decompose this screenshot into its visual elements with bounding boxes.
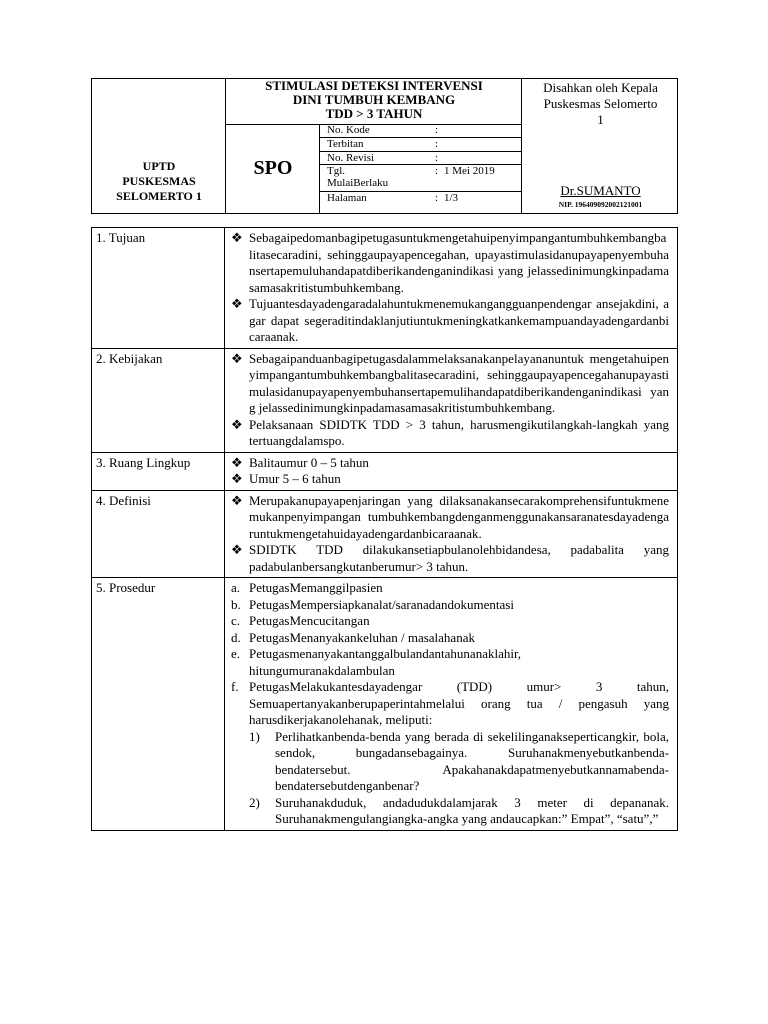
list-marker: a. — [231, 580, 241, 595]
section-content — [224, 491, 677, 578]
section-kebijakan — [92, 348, 677, 452]
bullet-icon: ❖ — [231, 296, 243, 311]
item-text: PetugasMempersiapkanalat/saranadandokumentasi — [249, 596, 514, 612]
list-item — [229, 471, 669, 488]
item-text: SDIDTK TDD dilakukansetiapbulanolehbidandesa, padabalita yang padabulanbersangkutanberumur> 3 tahun. — [249, 542, 669, 574]
meta-row-page: Halaman : 1/3 — [320, 191, 522, 205]
meta-row-code: No. Kode : — [327, 124, 439, 136]
section-label: 2. Kebijakan — [96, 350, 163, 366]
bullet-icon: ❖ — [231, 230, 243, 245]
list-marker: b. — [231, 596, 241, 612]
list-marker: d. — [231, 629, 241, 645]
approval-text: Disahkan oleh Kepala Puskesmas Selomerto 1 — [543, 80, 658, 127]
section-prosedur — [92, 577, 677, 830]
procedure-table — [91, 227, 678, 831]
list-item — [229, 580, 669, 597]
list-marker: c. — [231, 613, 241, 628]
list-item — [229, 542, 669, 575]
bullet-icon: ❖ — [231, 542, 243, 557]
list-marker: e. — [231, 646, 241, 661]
item-text: Umur 5 – 6 tahun — [249, 471, 341, 486]
document-title: STIMULASI DETEKSI INTERVENSI DINI TUMBUH KEMBANG TDD > 3 TAHUN — [265, 78, 483, 121]
bullet-icon: ❖ — [231, 471, 243, 486]
meta-row-revision: No. Revisi : — [320, 151, 522, 165]
list-marker: 2) — [249, 794, 260, 810]
section-content — [224, 349, 677, 452]
meta-row-effective-date: Tgl. MulaiBerlaku : 1 Mei 2019 — [320, 164, 522, 191]
section-content — [224, 228, 677, 348]
list-item — [229, 493, 669, 543]
document-meta-table — [320, 124, 522, 205]
list-item — [229, 646, 669, 679]
item-text: Pelaksanaan SDIDTK TDD > 3 tahun, harusmengikutilangkah-langkah yang tertuangdalamspo. — [249, 416, 669, 448]
section-tujuan — [92, 228, 677, 348]
item-text: Sebagaipanduanbagipetugasdalammelaksanakanpelayananuntuk mengetahuipenyimpangantumbuhkembangbalitasecaradini, sehinggaupayapencegahanupayastimulasidanupayapenyembuhansertapemulihandapatdiberikandenganindikasi yang jelassedinimungkinpadamasamasakritistumbuhkembang. — [249, 350, 669, 415]
item-text: PetugasMenanyakankeluhan / masalahanak — [249, 629, 475, 645]
section-label: 1. Tujuan — [96, 230, 146, 245]
document-header — [91, 78, 678, 214]
item-text: Petugasmenanyakantanggalbulandantahunanaklahir, hitungumuranakdalambulan — [249, 646, 522, 678]
list-item — [229, 679, 669, 828]
list-item — [229, 230, 669, 296]
organization-name: UPTD PUSKESMAS SELOMERTO 1 — [116, 159, 202, 203]
document-type: SPO — [253, 157, 293, 179]
signer-nip: NIP. 196409092002121001 — [558, 200, 643, 209]
list-marker: f. — [231, 679, 239, 694]
list-marker: 1) — [249, 728, 260, 744]
meta-row-terbitan: Terbitan : — [320, 137, 522, 151]
bullet-icon: ❖ — [231, 454, 243, 470]
list-item — [229, 630, 669, 647]
item-text: PetugasMelakukantesdayadengar (TDD) umur> 3 tahun, Semuapertanyakanberupaperintahmelalui orang tua / pengasuh yang harusdikerjakanolehanak, meliputi: — [249, 679, 669, 727]
item-text: Suruhanakduduk, andadudukdalamjarak 3 meter di depananak. Suruhanakmengulangiangka-angka yang andaucapkan:” Empat”, “satu”,” — [275, 794, 669, 826]
list-item — [229, 597, 669, 614]
item-text: Sebagaipedomanbagipetugasuntukmengetahuipenyimpangantumbuhkembangbalitasecaradini, sehinggaupayapencegahan, upayastimulasidanupayapenyembuhansertapemuluhandapatdiberikandenganindikasi yang jelassedinimungkinpadamasamasakritistumbuhkembang. — [249, 230, 669, 295]
section-label: 4. Definisi — [96, 492, 151, 508]
list-item — [229, 351, 669, 417]
item-text: Merupakanupayapenjaringan yang dilaksanakansecarakomprehensifuntukmenemukanpenyimpangan tumbuhkembangdenganmenggunakansaranatesdayadengaruntukmengetahuidayadengardanbicaraanak. — [249, 492, 669, 541]
section-label: 3. Ruang Lingkup — [96, 454, 191, 470]
bullet-icon: ❖ — [231, 350, 243, 366]
sub-list-item — [249, 729, 669, 795]
item-text: PetugasMencucitangan — [249, 613, 370, 628]
section-label: 5. Prosedur — [96, 580, 156, 595]
section-content — [224, 453, 677, 490]
item-text: Balitaumur 0 – 5 tahun — [249, 454, 369, 470]
bullet-icon: ❖ — [231, 416, 243, 432]
signer-name: Dr.SUMANTO — [560, 183, 641, 198]
sub-list-item — [249, 795, 669, 828]
section-ruang-lingkup — [92, 452, 677, 490]
list-item — [229, 296, 669, 346]
list-item — [229, 417, 669, 450]
section-content — [224, 578, 677, 830]
list-item — [229, 613, 669, 630]
section-definisi — [92, 490, 677, 578]
list-item — [229, 455, 669, 472]
item-text: PetugasMemanggilpasien — [249, 580, 383, 595]
item-text: Tujuantesdayadengaradalahuntukmenemukangangguanpendengar ansejakdini, agar dapat segeraditindaklanjutiuntukmeningkatkankemampuandayadengardanbicaraanak. — [249, 296, 669, 344]
item-text: Perlihatkanbenda-benda yang berada di sekelilinganakseperticangkir, bola, sendok, bungadansebagainya. Suruhanakmenyebutkanbenda-bendatersebut. Apakahanakdapatmenyebutkannamabenda-bendatersebutdenganbenar? — [275, 728, 669, 793]
bullet-icon: ❖ — [231, 492, 243, 508]
